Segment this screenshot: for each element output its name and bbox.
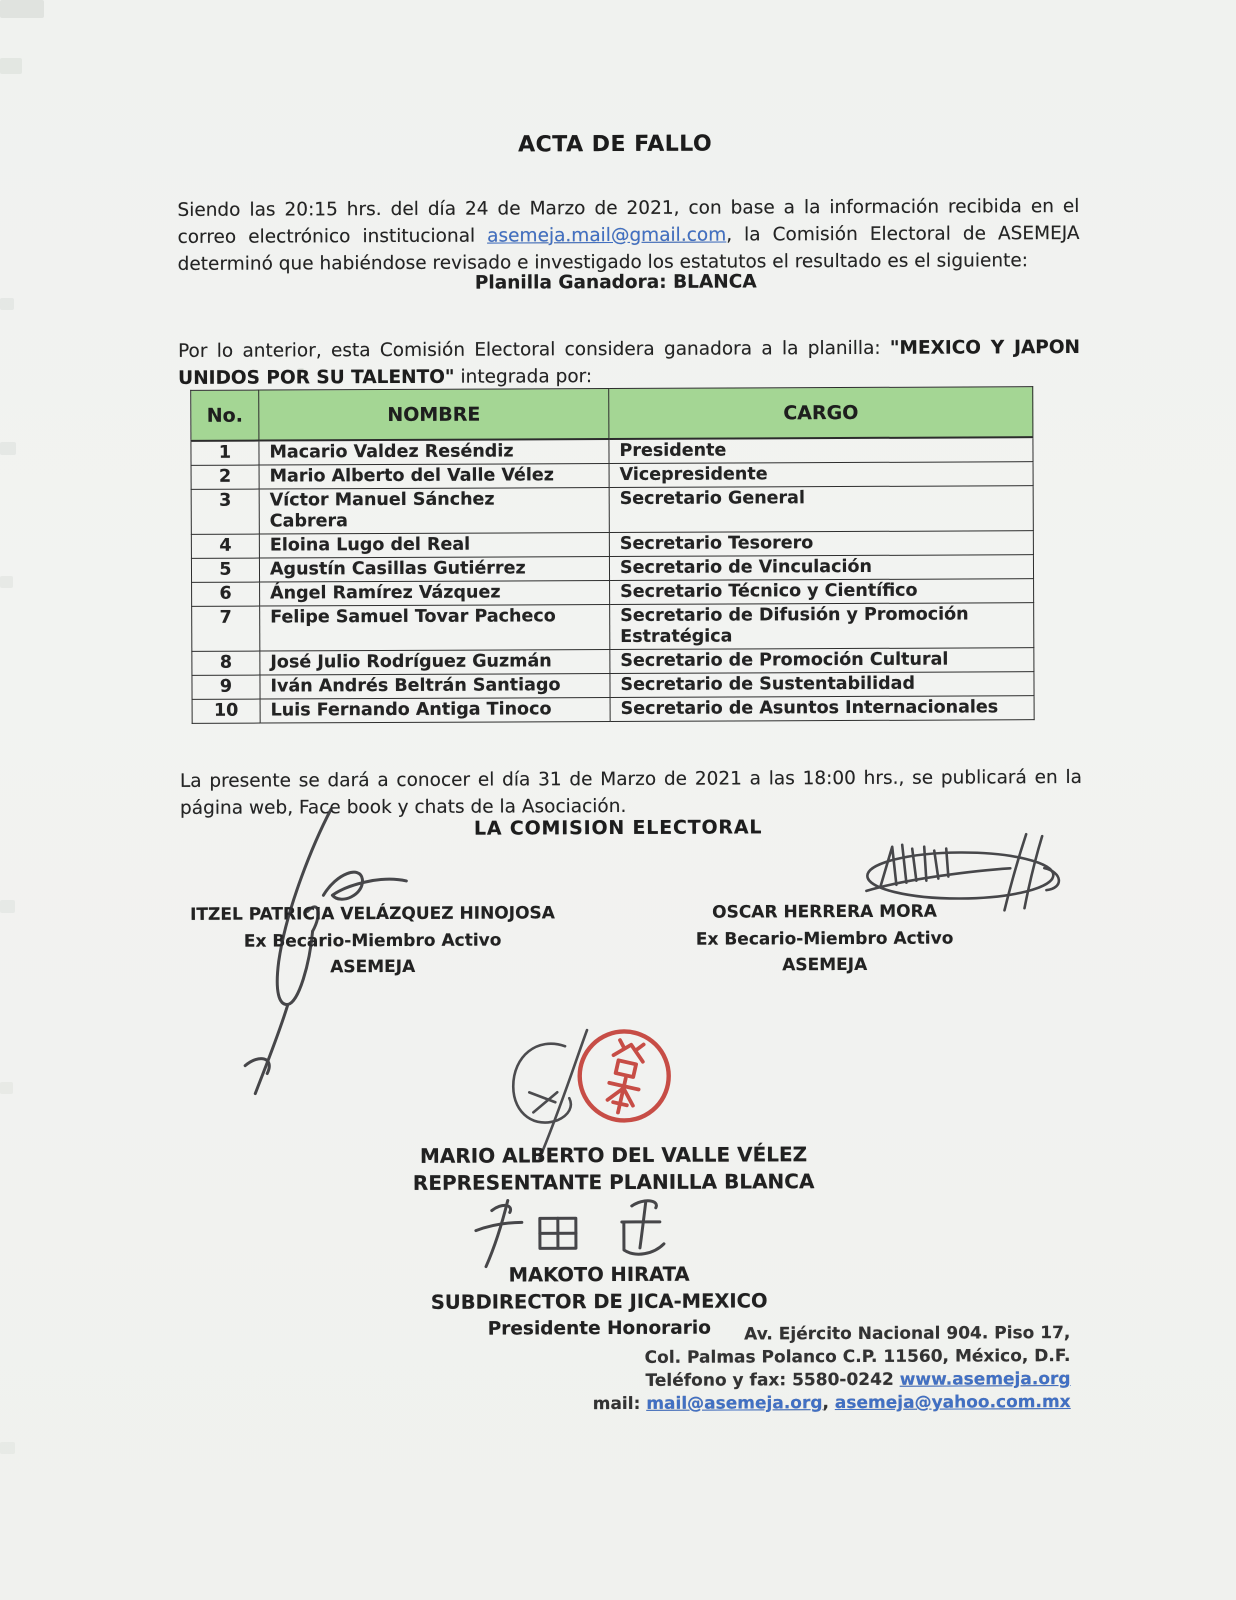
cell-no: 5 bbox=[191, 558, 259, 582]
footer-address-line-2: Col. Palmas Polanco C.P. 11560, México, D.F. bbox=[644, 1346, 1071, 1368]
cell-nombre: Eloina Lugo del Real bbox=[259, 533, 609, 559]
cell-cargo: Secretario Tesorero bbox=[609, 531, 1033, 557]
representative-block bbox=[213, 1140, 1013, 1197]
cell-nombre: Víctor Manuel Sánchez Cabrera bbox=[259, 488, 609, 535]
tanimoto-stamp-icon bbox=[573, 1026, 675, 1126]
signer-role: Ex Becario-Miembro Activo bbox=[695, 928, 954, 950]
representative-name: MARIO ALBERTO DEL VALLE VÉLEZ bbox=[419, 1142, 808, 1168]
email-link-1[interactable]: mail@asemeja.org bbox=[646, 1393, 823, 1414]
footer-phone-label: Teléfono y fax: 5580-0242 bbox=[645, 1369, 900, 1391]
cell-cargo: Vicepresidente bbox=[609, 462, 1033, 488]
intro-paragraph bbox=[177, 192, 1079, 277]
cell-no: 3 bbox=[191, 489, 259, 534]
footer-contact-block bbox=[592, 1322, 1070, 1416]
table-row bbox=[192, 579, 1034, 607]
cell-nombre: Felipe Samuel Tovar Pacheco bbox=[260, 605, 610, 652]
signer-role: Ex Becario-Miembro Activo bbox=[243, 930, 502, 952]
signer-block-itzel bbox=[152, 900, 592, 981]
institutional-email-link[interactable]: asemeja.mail@gmail.com bbox=[487, 224, 727, 247]
commission-heading: LA COMISION ELECTORAL bbox=[473, 816, 763, 840]
honorary-role-1: SUBDIRECTOR DE JICA-MEXICO bbox=[430, 1289, 768, 1314]
results-table bbox=[190, 386, 1034, 724]
cell-nombre: Iván Andrés Beltrán Santiago bbox=[260, 674, 610, 700]
cell-no: 8 bbox=[192, 651, 260, 675]
cell-no: 2 bbox=[191, 465, 259, 489]
signer-name: OSCAR HERRERA MORA bbox=[712, 901, 937, 923]
intro-text-before: Siendo las 20:15 hrs. del día 24 de Marzo de 2021, con base a la información recibida en el correo electrónico institucional bbox=[177, 195, 1080, 248]
table-row bbox=[191, 531, 1033, 559]
table-row bbox=[192, 648, 1034, 676]
decision-text-after: integrada por: bbox=[454, 365, 593, 388]
signer-org: ASEMEJA bbox=[330, 956, 416, 978]
cell-cargo: Secretario de Sustentabilidad bbox=[610, 672, 1034, 698]
signer-org: ASEMEJA bbox=[782, 954, 868, 976]
cell-nombre: Luis Fernando Antiga Tinoco bbox=[260, 698, 610, 724]
cell-no: 10 bbox=[192, 699, 260, 723]
table-row bbox=[191, 462, 1033, 490]
honorary-name: MAKOTO HIRATA bbox=[508, 1262, 690, 1287]
cell-cargo: Presidente bbox=[609, 437, 1033, 463]
table-header-row bbox=[191, 387, 1033, 441]
footer-mail-label: mail: bbox=[592, 1393, 647, 1415]
signer-name: ITZEL PATRICIA VELÁZQUEZ HINOJOSA bbox=[190, 903, 555, 925]
footer-mail-separator: , bbox=[822, 1393, 835, 1414]
column-header-nombre: NOMBRE bbox=[259, 389, 609, 441]
table-row bbox=[191, 555, 1033, 583]
cell-cargo: Secretario Técnico y Científico bbox=[610, 579, 1034, 605]
representative-role: REPRESENTANTE PLANILLA BLANCA bbox=[412, 1169, 815, 1195]
column-header-cargo: CARGO bbox=[609, 387, 1033, 439]
cell-cargo: Secretario de Asuntos Internacionales bbox=[610, 696, 1034, 722]
cell-cargo: Secretario General bbox=[609, 486, 1033, 533]
cell-no: 9 bbox=[192, 675, 260, 699]
intro-text-after: , la Comisión Electoral de ASEMEJA determinó que habiéndose revisado e investigado los estatutos el resultado es el siguiente: bbox=[177, 222, 1080, 275]
cell-nombre: José Julio Rodríguez Guzmán bbox=[260, 650, 610, 676]
email-link-2[interactable]: asemeja@yahoo.com.mx bbox=[834, 1392, 1071, 1414]
cell-cargo: Secretario de Difusión y Promoción Estratégica bbox=[610, 603, 1034, 650]
announcement-paragraph: La presente se dará a conocer el día 31 de Marzo de 2021 a las 18:00 hrs., se publicará en la página web, Face book y chats de la Asociación. bbox=[179, 766, 1082, 819]
footer-phone-line bbox=[593, 1368, 1071, 1393]
table-row bbox=[191, 486, 1033, 535]
table-row bbox=[192, 696, 1034, 724]
cell-nombre: Ángel Ramírez Vázquez bbox=[260, 581, 610, 607]
winning-slate-line: Planilla Ganadora: BLANCA bbox=[474, 271, 757, 294]
cell-cargo: Secretario de Vinculación bbox=[609, 555, 1033, 581]
footer-mail-line bbox=[593, 1391, 1071, 1416]
signer-block-oscar bbox=[628, 898, 1020, 979]
cell-cargo: Secretario de Promoción Cultural bbox=[610, 648, 1034, 674]
slate-name-bold: "MEXICO Y JAPON UNIDOS POR SU TALENTO" bbox=[178, 336, 1081, 389]
decision-text-before: Por lo anterior, esta Comisión Electoral considera ganadora a la planilla: bbox=[177, 337, 890, 362]
cell-nombre: Agustín Casillas Gutiérrez bbox=[259, 557, 609, 583]
cell-no: 6 bbox=[192, 582, 260, 606]
footer-address-line-1: Av. Ejército Nacional 904. Piso 17, bbox=[744, 1323, 1071, 1345]
table-row bbox=[191, 437, 1033, 465]
cell-no: 4 bbox=[191, 534, 259, 558]
column-header-no: No. bbox=[191, 390, 259, 441]
cell-no: 1 bbox=[191, 441, 259, 466]
website-link[interactable]: www.asemeja.org bbox=[899, 1369, 1071, 1390]
cell-nombre: Macario Valdez Reséndiz bbox=[259, 439, 609, 465]
table-row bbox=[192, 672, 1034, 700]
page-title: ACTA DE FALLO bbox=[518, 131, 713, 158]
cell-no: 7 bbox=[192, 606, 260, 651]
cell-nombre: Mario Alberto del Valle Vélez bbox=[259, 464, 609, 490]
decision-paragraph bbox=[178, 333, 1080, 391]
honorary-role-2: Presidente Honorario bbox=[487, 1317, 711, 1340]
table-row bbox=[192, 603, 1034, 652]
